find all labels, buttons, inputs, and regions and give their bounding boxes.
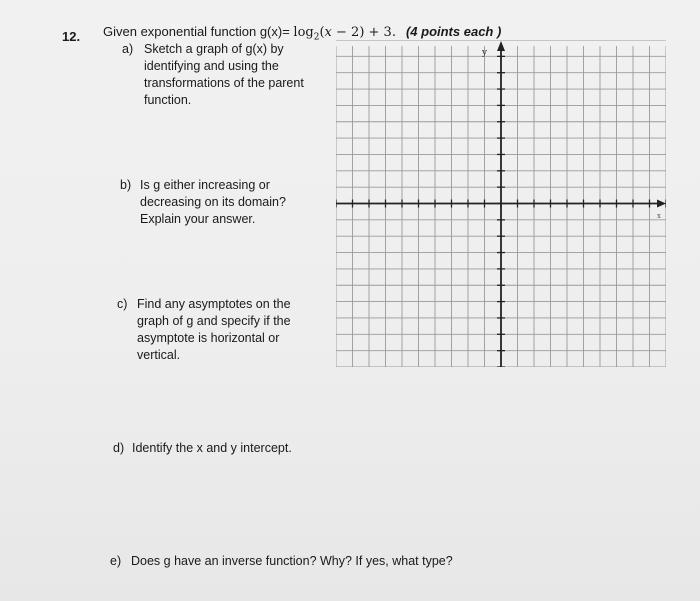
part-c-letter: c) xyxy=(117,297,128,311)
x-axis-label: x xyxy=(657,212,661,220)
log-symbol: log xyxy=(293,25,314,40)
points-note: (4 points each ) xyxy=(405,24,502,39)
part-d-text: Identify the x and y intercept. xyxy=(132,441,292,455)
paren-open: ( xyxy=(319,25,325,40)
part-d-letter: d) xyxy=(113,441,125,455)
y-axis-label: y xyxy=(482,48,488,58)
part-c-text: Find any asymptotes on the graph of g and specify if the asymptote is horizontal or vertical. xyxy=(137,297,291,362)
coordinate-grid[interactable] xyxy=(336,40,666,367)
y-axis-arrow-icon xyxy=(497,41,505,51)
function-rest: − 2) + 3. xyxy=(331,25,396,40)
log-base: 2 xyxy=(313,32,320,43)
part-b-text: Is g either increasing or decreasing on its domain? Explain your answer. xyxy=(140,178,286,226)
x-axis-arrow-icon xyxy=(657,200,666,208)
part-e-text: Does g have an inverse function? Why? If yes, what type? xyxy=(131,554,453,568)
prompt-prefix: Given exponential function g(x)= xyxy=(103,24,294,39)
variable-x: x xyxy=(324,25,332,40)
part-b-letter: b) xyxy=(120,178,132,192)
part-e-letter: e) xyxy=(110,554,122,568)
question-number: 12. xyxy=(62,29,81,44)
part-a-text: Sketch a graph of g(x) by identifying and using the transformations of the parent function. xyxy=(144,42,304,107)
part-a-letter: a) xyxy=(122,42,134,56)
prompt-function xyxy=(293,25,396,43)
